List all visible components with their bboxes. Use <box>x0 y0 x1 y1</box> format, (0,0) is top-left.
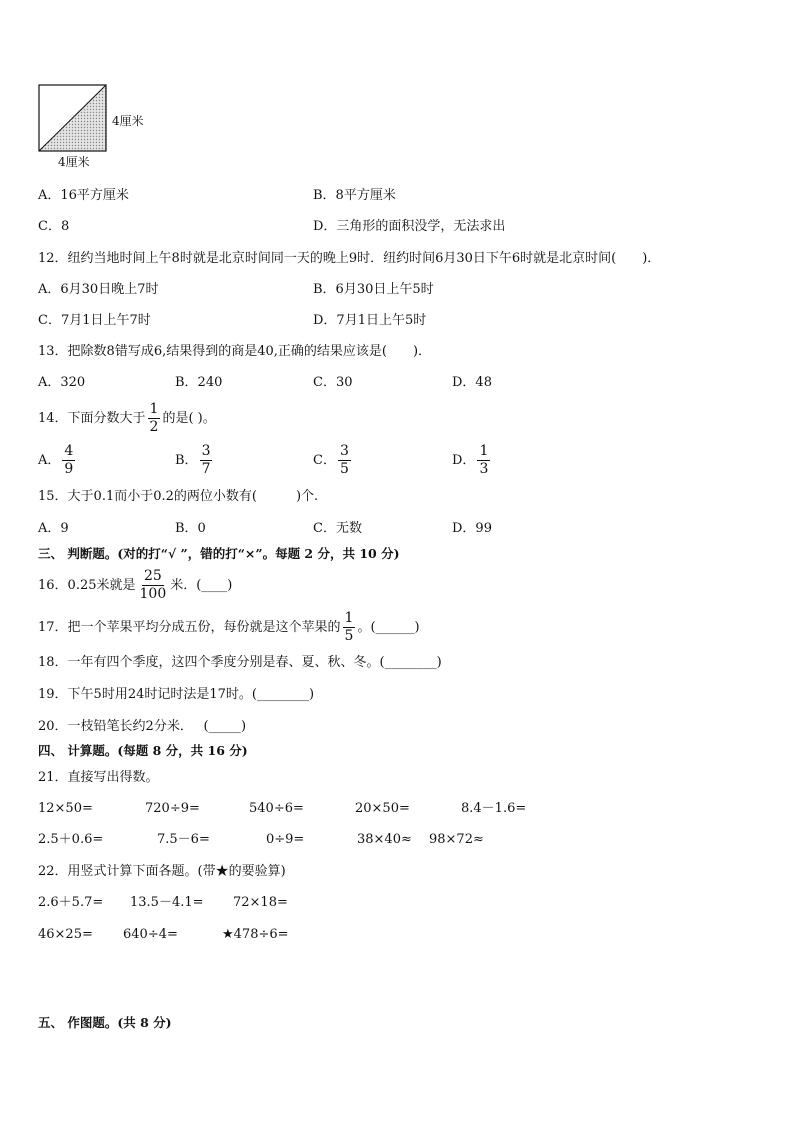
q13-option-c: C．30 <box>313 375 353 390</box>
fraction-option-a: $\frac{4}{9}$ <box>64 443 74 477</box>
q12-option-b: B．6月30日上午5时 <box>313 282 434 297</box>
q15-option-c: C．无数 <box>313 521 362 536</box>
q20-statement: 20．一枝铅笔长约2分米． (_____) <box>38 719 247 734</box>
q21-item: 0÷9= <box>266 832 305 847</box>
square-triangle-figure <box>38 84 108 156</box>
q22-item: ★478÷6= <box>222 927 289 942</box>
q13-question: 13．把除数8错写成6,结果得到的商是40,正确的结果应该是( )． <box>38 344 432 359</box>
q22-item: 640÷4= <box>123 927 178 942</box>
q21-item: 7.5－6= <box>157 832 210 847</box>
q21-question: 21．直接写出得数。 <box>38 770 159 785</box>
q21-item: 8.4－1.6= <box>461 801 527 816</box>
q14-option-d: D． $\frac{1}{3}$ <box>452 443 489 477</box>
q21-item: 540÷6= <box>249 801 304 816</box>
side-length-label-bottom: 4厘米 <box>58 155 90 169</box>
fraction-25-100: $\frac{25}{100}$ <box>139 568 167 602</box>
fraction-option-c: $\frac{3}{5}$ <box>339 443 349 477</box>
q22-question: 22．用竖式计算下面各题。(带★的要验算) <box>38 864 286 879</box>
q22-item: 13.5－4.1= <box>130 895 204 910</box>
q21-item: 12×50= <box>38 801 93 816</box>
q21-item: 38×40≈ <box>357 832 412 847</box>
q21-item: 98×72≈ <box>429 832 484 847</box>
q14-option-b: B． $\frac{3}{7}$ <box>175 443 211 477</box>
q14-option-c: C． $\frac{3}{5}$ <box>313 443 349 477</box>
section-5-heading: 五、 作图题。(共 8 分) <box>38 1015 172 1030</box>
q12-option-d: D．7月1日上午5时 <box>313 313 427 328</box>
q15-option-d: D．99 <box>452 521 492 536</box>
q13-option-d: D．48 <box>452 375 492 390</box>
q12-option-c: C．7月1日上午7时 <box>38 313 151 328</box>
q15-option-a: A．9 <box>38 521 69 536</box>
fraction-option-d: $\frac{1}{3}$ <box>479 443 489 477</box>
fraction-one-half: $\frac{1}{2}$ <box>149 401 159 435</box>
q16-statement: 16．0.25米就是 $\frac{25}{100}$ 米．(____) <box>38 568 233 602</box>
q21-item: 720÷9= <box>145 801 200 816</box>
side-length-label-right: 4厘米 <box>112 114 144 128</box>
section-3-heading: 三、 判断题。(对的打“√ ”，错的打“×”。每题 2 分，共 10 分) <box>38 546 400 561</box>
q21-item: 2.5＋0.6= <box>38 832 104 847</box>
q18-statement: 18．一年有四个季度，这四个季度分别是春、夏、秋、冬。(________) <box>38 655 442 670</box>
q17-statement: 17．把一个苹果平均分成五份，每份就是这个苹果的 $\frac{1}{5}$ 。(______) <box>38 610 420 644</box>
q14-option-a: A． $\frac{4}{9}$ <box>38 443 74 477</box>
square-diagram <box>38 84 108 152</box>
q14-question: 14．下面分数大于 $\frac{1}{2}$ 的是( )。 <box>38 401 216 435</box>
q13-option-a: A．320 <box>38 375 86 390</box>
fraction-one-fifth: $\frac{1}{5}$ <box>344 610 354 644</box>
q22-item: 2.6＋5.7= <box>38 895 104 910</box>
section-4-heading: 四、 计算题。(每题 8 分，共 16 分) <box>38 743 248 758</box>
q19-statement: 19．下午5时用24时记时法是17时。(________) <box>38 687 315 702</box>
q22-item: 72×18= <box>233 895 288 910</box>
q21-item: 20×50= <box>355 801 410 816</box>
q11-option-b: B．8平方厘米 <box>313 188 396 203</box>
q13-option-b: B．240 <box>175 375 223 390</box>
q11-option-a: A．16平方厘米 <box>38 188 129 203</box>
q12-question: 12．纽约当地时间上午8时就是北京时间同一天的晚上9时．纽约时间6月30日下午6时就是北京时间( )． <box>38 251 661 266</box>
q15-option-b: B．0 <box>175 521 206 536</box>
q12-option-a: A．6月30日晚上7时 <box>38 282 159 297</box>
q22-item: 46×25= <box>38 927 93 942</box>
q11-option-d: D．三角形的面积没学，无法求出 <box>313 219 506 234</box>
fraction-option-b: $\frac{3}{7}$ <box>201 443 211 477</box>
q11-option-c: C．8 <box>38 219 70 234</box>
q15-question: 15．大于0.1而小于0.2的两位小数有( )个. <box>38 489 319 504</box>
